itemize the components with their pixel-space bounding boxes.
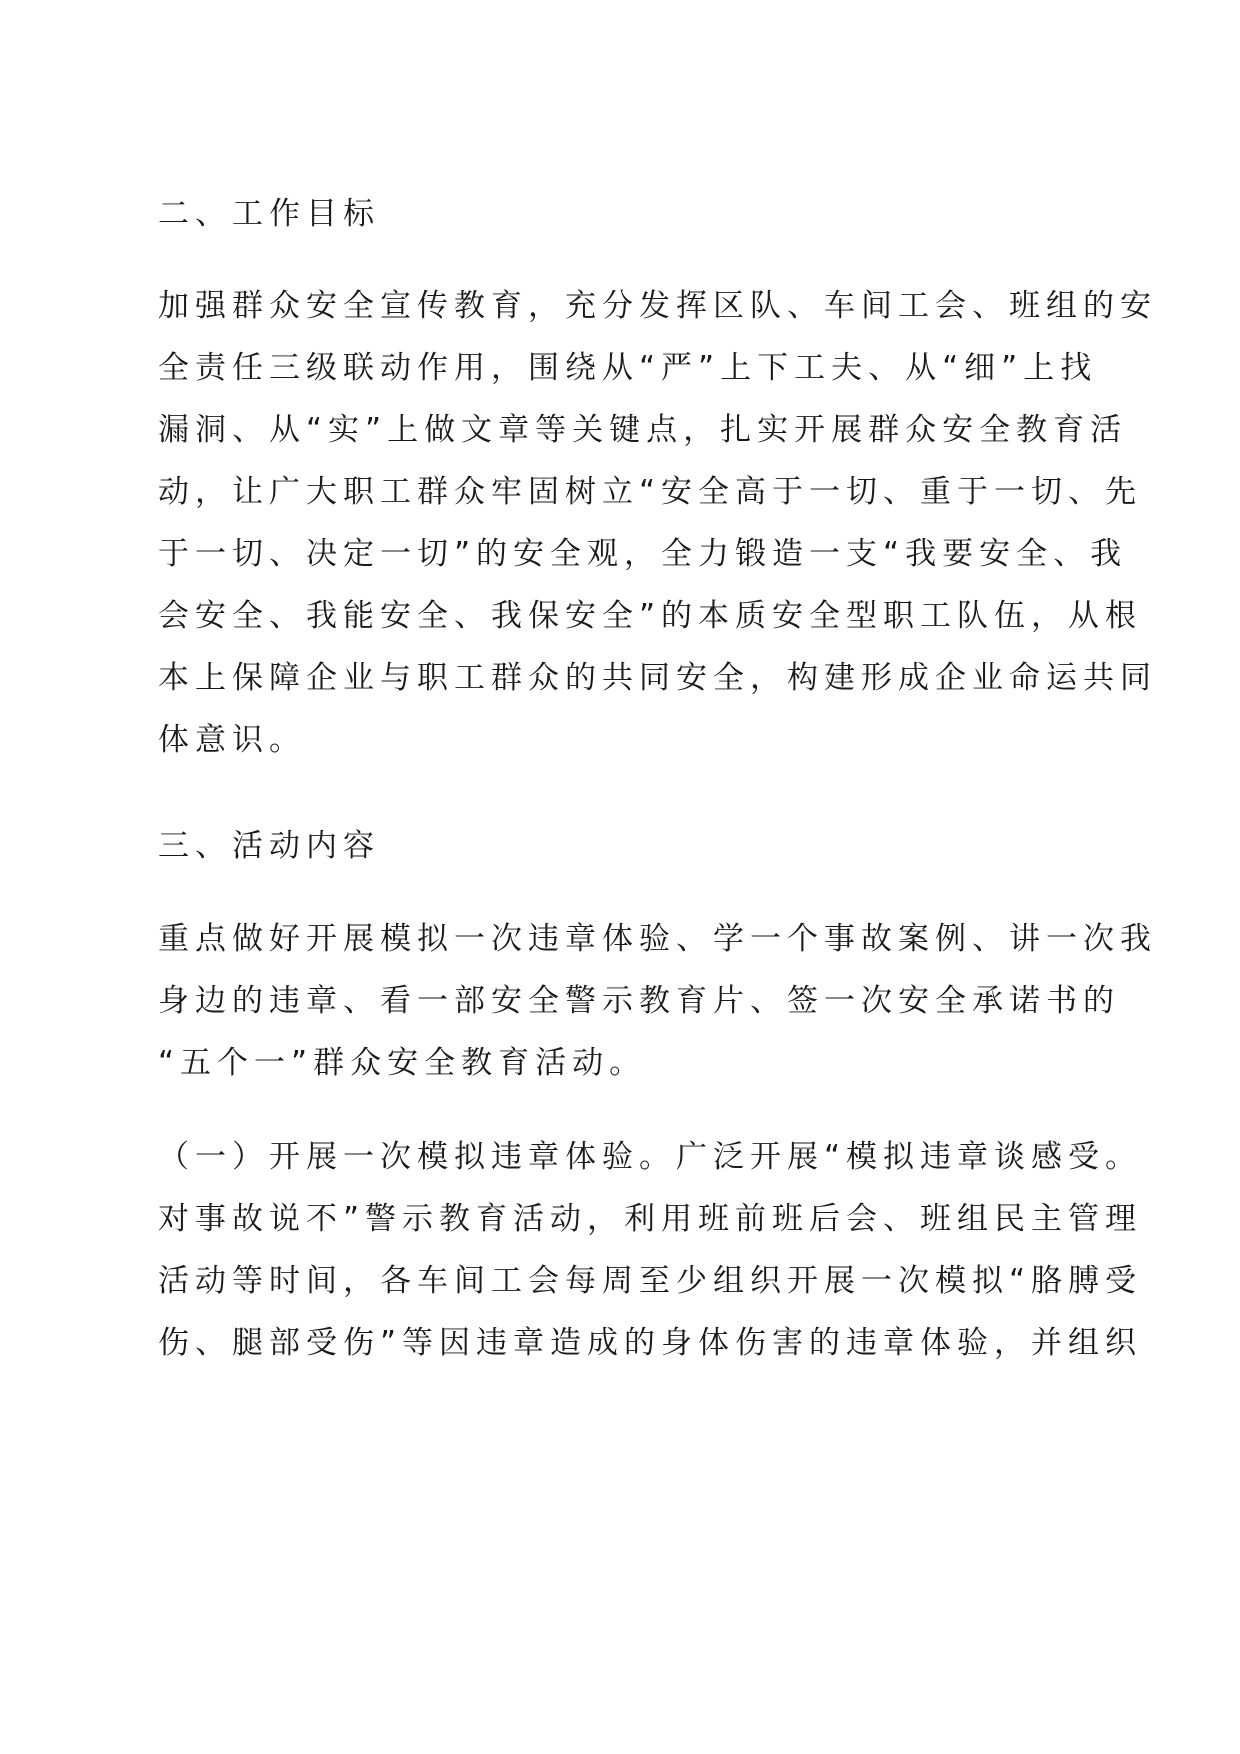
work-goal-paragraph <box>158 275 1157 771</box>
paragraph-line: 体意识。 <box>158 722 306 758</box>
paragraph-line: 对事故说不”警示教育活动，利用班前班后会、班组民主管理 <box>158 1201 1143 1237</box>
paragraph-line: （一）开展一次模拟违章体验。广泛开展“模拟违章谈感受。 <box>158 1139 1143 1175</box>
paragraph-line: 漏洞、从“实”上做文章等关键点，扎实开展群众安全教育活 <box>158 412 1128 448</box>
paragraph-line: 加强群众安全宣传教育，充分发挥区队、车间工会、班组的安 <box>158 288 1157 324</box>
paragraph-line: 会安全、我能安全、我保安全”的本质安全型职工队伍，从根 <box>158 598 1143 634</box>
paragraph-line: 伤、腿部受伤”等因违章造成的身体伤害的违章体验，并组织 <box>158 1325 1143 1361</box>
paragraph-line: 身边的违章、看一部安全警示教育片、签一次安全承诺书的 <box>158 983 1120 1019</box>
paragraph-line: “五个一”群众安全教育活动。 <box>158 1045 647 1081</box>
section-heading-activity-content <box>158 815 1080 877</box>
paragraph-line: 动，让广大职工群众牢固树立“安全高于一切、重于一切、先 <box>158 474 1143 510</box>
heading-text: 二、工作目标 <box>158 196 380 232</box>
paragraph-line: 活动等时间，各车间工会每周至少组织开展一次模拟“胳膊受 <box>158 1263 1143 1299</box>
paragraph-line: 全责任三级联动作用，围绕从“严”上下工夫、从“细”上找 <box>158 350 1098 386</box>
paragraph-line: 重点做好开展模拟一次违章体验、学一个事故案例、讲一次我 <box>158 921 1157 957</box>
item-1-paragraph <box>158 1126 1143 1374</box>
section-heading-work-goal <box>158 183 1080 245</box>
activity-content-paragraph <box>158 908 1157 1094</box>
paragraph-line: 本上保障企业与职工群众的共同安全，构建形成企业命运共同 <box>158 660 1157 696</box>
paragraph-line: 于一切、决定一切”的安全观，全力锻造一支“我要安全、我 <box>158 536 1128 572</box>
heading-text: 三、活动内容 <box>158 828 380 864</box>
